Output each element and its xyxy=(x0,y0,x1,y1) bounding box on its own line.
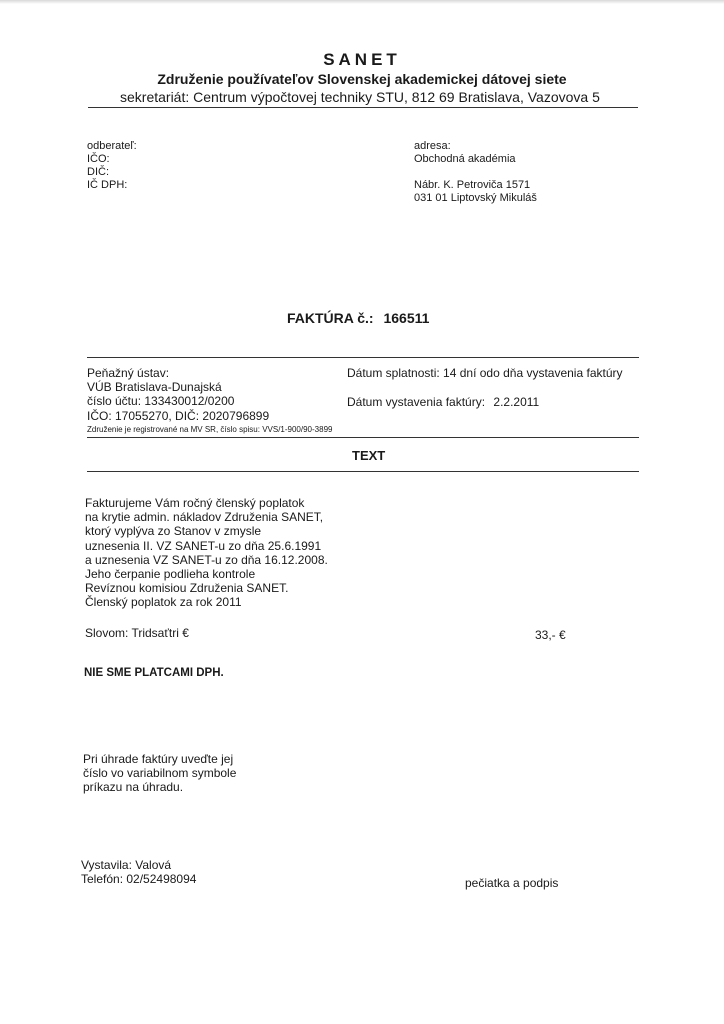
description-line: Fakturujeme Vám ročný členský poplatok xyxy=(85,496,305,510)
due-date: Dátum splatnosti: 14 dní odo dňa vystavenia faktúry xyxy=(347,366,623,380)
org-full-name: Združenie používateľov Slovenskej akademickej dátovej siete xyxy=(157,71,567,87)
description-line: uznesenia II. VZ SANET-u zo dňa 25.6.1991 xyxy=(85,538,322,553)
scan-edge xyxy=(0,0,724,4)
bank-label: Peňažný ústav: xyxy=(87,366,170,380)
stamp-and-signature: pečiatka a podpis xyxy=(465,876,559,890)
payment-note xyxy=(83,752,236,795)
description xyxy=(85,496,328,610)
ic-dph-label: IČ DPH: xyxy=(87,179,128,191)
issue-date-value: 2.2.2011 xyxy=(493,395,540,409)
bank-name: VÚB Bratislava-Dunajská xyxy=(87,380,222,395)
text-heading: TEXT xyxy=(352,448,386,463)
address-block xyxy=(414,140,537,205)
address-name: Obchodná akadémia xyxy=(414,153,516,165)
text-bottom-rule xyxy=(87,471,639,472)
ico-label: IČO: xyxy=(87,153,110,165)
phone: Telefón: 02/52498094 xyxy=(81,872,197,887)
issued-by: Vystavila: Valová xyxy=(81,858,172,872)
description-line: Členský poplatok za rok 2011 xyxy=(85,595,242,610)
address-city: 031 01 Liptovský Mikuláš xyxy=(414,192,537,204)
dic-label: DIČ: xyxy=(87,166,109,178)
registration-note: Združenie je registrované na MV SR, číslo spisu: VVS/1-900/90-3899 xyxy=(87,424,333,434)
description-line: Revíznou komisiou Združenia SANET. xyxy=(85,581,289,596)
address-street: Nábr. K. Petroviča 1571 xyxy=(414,179,531,191)
description-line: ktorý vyplýva zo Stanov v zmysle xyxy=(85,524,262,539)
bank-ids: IČO: 17055270, DIČ: 2020796899 xyxy=(87,408,270,423)
org-acronym: SANET xyxy=(323,50,401,69)
customer-label: odberateľ: xyxy=(87,140,137,152)
amount-in-words: Slovom: Tridsaťtri € xyxy=(85,626,189,640)
description-line: Jeho čerpanie podlieha kontrole xyxy=(85,567,256,582)
header-rule xyxy=(88,107,638,108)
invoice-title-label: FAKTÚRA č.: xyxy=(287,310,374,326)
description-line: a uznesenia VZ SANET-u zo dňa 16.12.2008. xyxy=(85,552,328,567)
secretariat-address: sekretariát: Centrum výpočtovej techniky STU, 812 69 Bratislava, Vazovova 5 xyxy=(120,89,600,105)
customer-labels xyxy=(87,140,137,192)
vat-note: NIE SME PLATCAMI DPH. xyxy=(84,667,224,679)
bank-top-rule xyxy=(87,357,639,358)
invoice-number: 166511 xyxy=(383,310,430,326)
payment-note-line: číslo vo variabilnom symbole xyxy=(83,766,237,781)
address-label: adresa: xyxy=(414,140,451,152)
payment-note-line: príkazu na úhradu. xyxy=(83,780,184,795)
description-line: na krytie admin. nákladov Združenia SANET, xyxy=(85,510,324,525)
text-top-rule xyxy=(87,437,639,438)
amount-value: 33,- € xyxy=(535,628,566,642)
issue-date xyxy=(347,395,539,409)
bank-account: číslo účtu: 133430012/0200 xyxy=(87,394,235,409)
footer-issuer xyxy=(81,858,196,886)
payment-note-line: Pri úhrade faktúry uveďte jej xyxy=(83,752,234,766)
bank-block xyxy=(87,366,332,437)
issue-date-label: Dátum vystavenia faktúry: xyxy=(347,395,486,409)
invoice-title xyxy=(287,310,429,326)
